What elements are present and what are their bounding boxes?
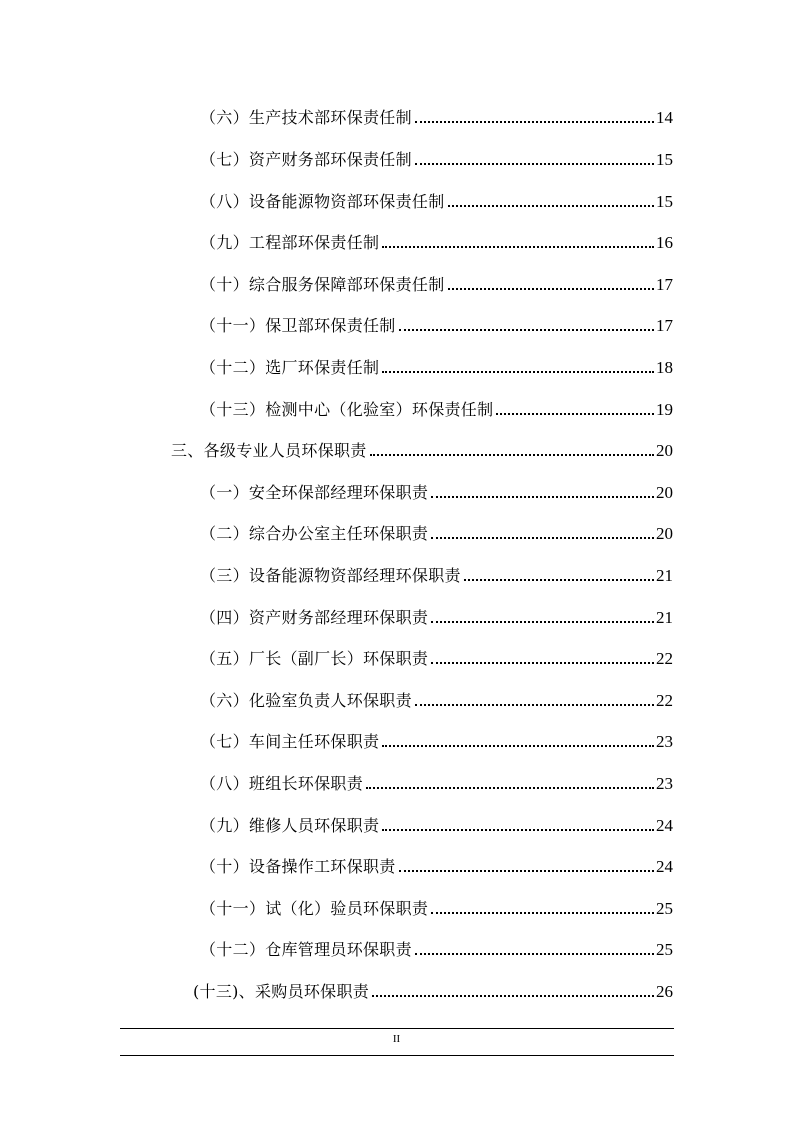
toc-entry-page: 18 [656, 358, 673, 377]
toc-entry-page: 14 [656, 108, 673, 127]
toc-dot-leader [431, 911, 654, 914]
toc-dot-leader [382, 744, 654, 747]
toc-entry-page: 17 [656, 275, 673, 294]
toc-entry-title: （七）车间主任环保职责 [200, 732, 380, 751]
toc-entry-page: 24 [656, 816, 673, 835]
toc-dot-leader [370, 453, 654, 456]
toc-dot-leader [382, 828, 654, 831]
toc-entry[interactable] [200, 687, 673, 711]
toc-entry[interactable] [200, 562, 673, 586]
toc-entry-title: （八）设备能源物资部环保责任制 [200, 192, 445, 211]
toc-dot-leader [415, 162, 654, 165]
toc-entry[interactable] [200, 936, 673, 960]
toc-entry[interactable] [193, 978, 673, 1002]
toc-entry-page: 24 [656, 857, 673, 876]
footer-rule-bottom [120, 1055, 674, 1056]
toc-entry-page: 25 [656, 899, 673, 918]
toc-entry-title: （十一）保卫部环保责任制 [200, 316, 396, 335]
toc-entry-page: 17 [656, 316, 673, 335]
toc-dot-leader [382, 245, 654, 248]
toc-entry[interactable] [200, 645, 673, 669]
toc-entry-page: 20 [656, 483, 673, 502]
toc-entry[interactable] [200, 895, 673, 919]
toc-entry[interactable] [200, 188, 673, 212]
toc-dot-leader [464, 578, 654, 581]
toc-entry[interactable] [200, 812, 673, 836]
toc-entry[interactable] [200, 312, 673, 336]
toc-entry-page: 23 [656, 774, 673, 793]
toc-entry-page: 26 [656, 982, 673, 1001]
toc-entry[interactable] [200, 354, 673, 378]
toc-entry-title: 三、各级专业人员环保职责 [171, 441, 367, 460]
page-number: II [392, 1033, 401, 1045]
toc-dot-leader [366, 786, 654, 789]
toc-entry-title: （七）资产财务部环保责任制 [200, 150, 412, 169]
toc-entry-title: （十三）检测中心（化验室）环保责任制 [200, 400, 494, 419]
toc-entry-page: 20 [656, 524, 673, 543]
toc-entry-title: （十二）仓库管理员环保职责 [200, 940, 412, 959]
toc-entry-title: （八）班组长环保职责 [200, 774, 364, 793]
toc-entry-page: 20 [656, 441, 673, 460]
footer-rule-top [120, 1028, 674, 1029]
toc-entry-title: （九）维修人员环保职责 [200, 816, 380, 835]
toc-entry-title: （九）工程部环保责任制 [200, 233, 380, 252]
toc-entry-page: 22 [656, 691, 673, 710]
toc-entry-title: （十一）试（化）验员环保职责 [200, 899, 429, 918]
toc-entry-title: （一）安全环保部经理环保职责 [200, 483, 429, 502]
toc-entry-title: (十三)、采购员环保职责 [193, 982, 370, 1001]
toc-entry-page: 15 [656, 192, 673, 211]
toc-dot-leader [448, 287, 654, 290]
toc-entry[interactable] [200, 396, 673, 420]
toc-dot-leader [431, 620, 654, 623]
toc-entry[interactable] [200, 520, 673, 544]
toc-dot-leader [431, 495, 654, 498]
toc-dot-leader [382, 370, 654, 373]
toc-entry-page: 16 [656, 233, 673, 252]
toc-entry-title: （六）化验室负责人环保职责 [200, 691, 412, 710]
toc-entry[interactable] [200, 229, 673, 253]
toc-entry[interactable] [200, 479, 673, 503]
toc-dot-leader [399, 869, 654, 872]
toc-dot-leader [496, 412, 654, 415]
toc-entry[interactable] [200, 104, 673, 128]
toc-entry-title: （十二）选厂环保责任制 [200, 358, 380, 377]
toc-entry[interactable] [200, 271, 673, 295]
toc-entry-page: 25 [656, 940, 673, 959]
toc-dot-leader [431, 536, 654, 539]
toc-section-entry[interactable] [171, 437, 673, 461]
toc-dot-leader [415, 703, 654, 706]
toc-entry-page: 21 [656, 566, 673, 585]
toc-entry[interactable] [200, 770, 673, 794]
toc-entry-title: （三）设备能源物资部经理环保职责 [200, 566, 461, 585]
toc-entry-title: （四）资产财务部经理环保职责 [200, 608, 429, 627]
toc-dot-leader [415, 952, 654, 955]
toc-entry-title: （六）生产技术部环保责任制 [200, 108, 412, 127]
toc-entry-title: （十）设备操作工环保职责 [200, 857, 396, 876]
toc-dot-leader [415, 120, 654, 123]
toc-entry-page: 15 [656, 150, 673, 169]
toc-entry[interactable] [200, 146, 673, 170]
toc-entry-page: 23 [656, 732, 673, 751]
toc-entry-title: （十）综合服务保障部环保责任制 [200, 275, 445, 294]
toc-entry[interactable] [200, 728, 673, 752]
toc-entry-title: （五）厂长（副厂长）环保职责 [200, 649, 429, 668]
toc-entry-title: （二）综合办公室主任环保职责 [200, 524, 429, 543]
toc-dot-leader [372, 994, 654, 997]
toc-entry-page: 21 [656, 608, 673, 627]
toc-dot-leader [448, 204, 654, 207]
toc-entry-page: 22 [656, 649, 673, 668]
toc-dot-leader [399, 328, 654, 331]
toc-entry-page: 19 [656, 400, 673, 419]
toc-dot-leader [431, 661, 654, 664]
toc-entry[interactable] [200, 604, 673, 628]
toc-entry[interactable] [200, 853, 673, 877]
